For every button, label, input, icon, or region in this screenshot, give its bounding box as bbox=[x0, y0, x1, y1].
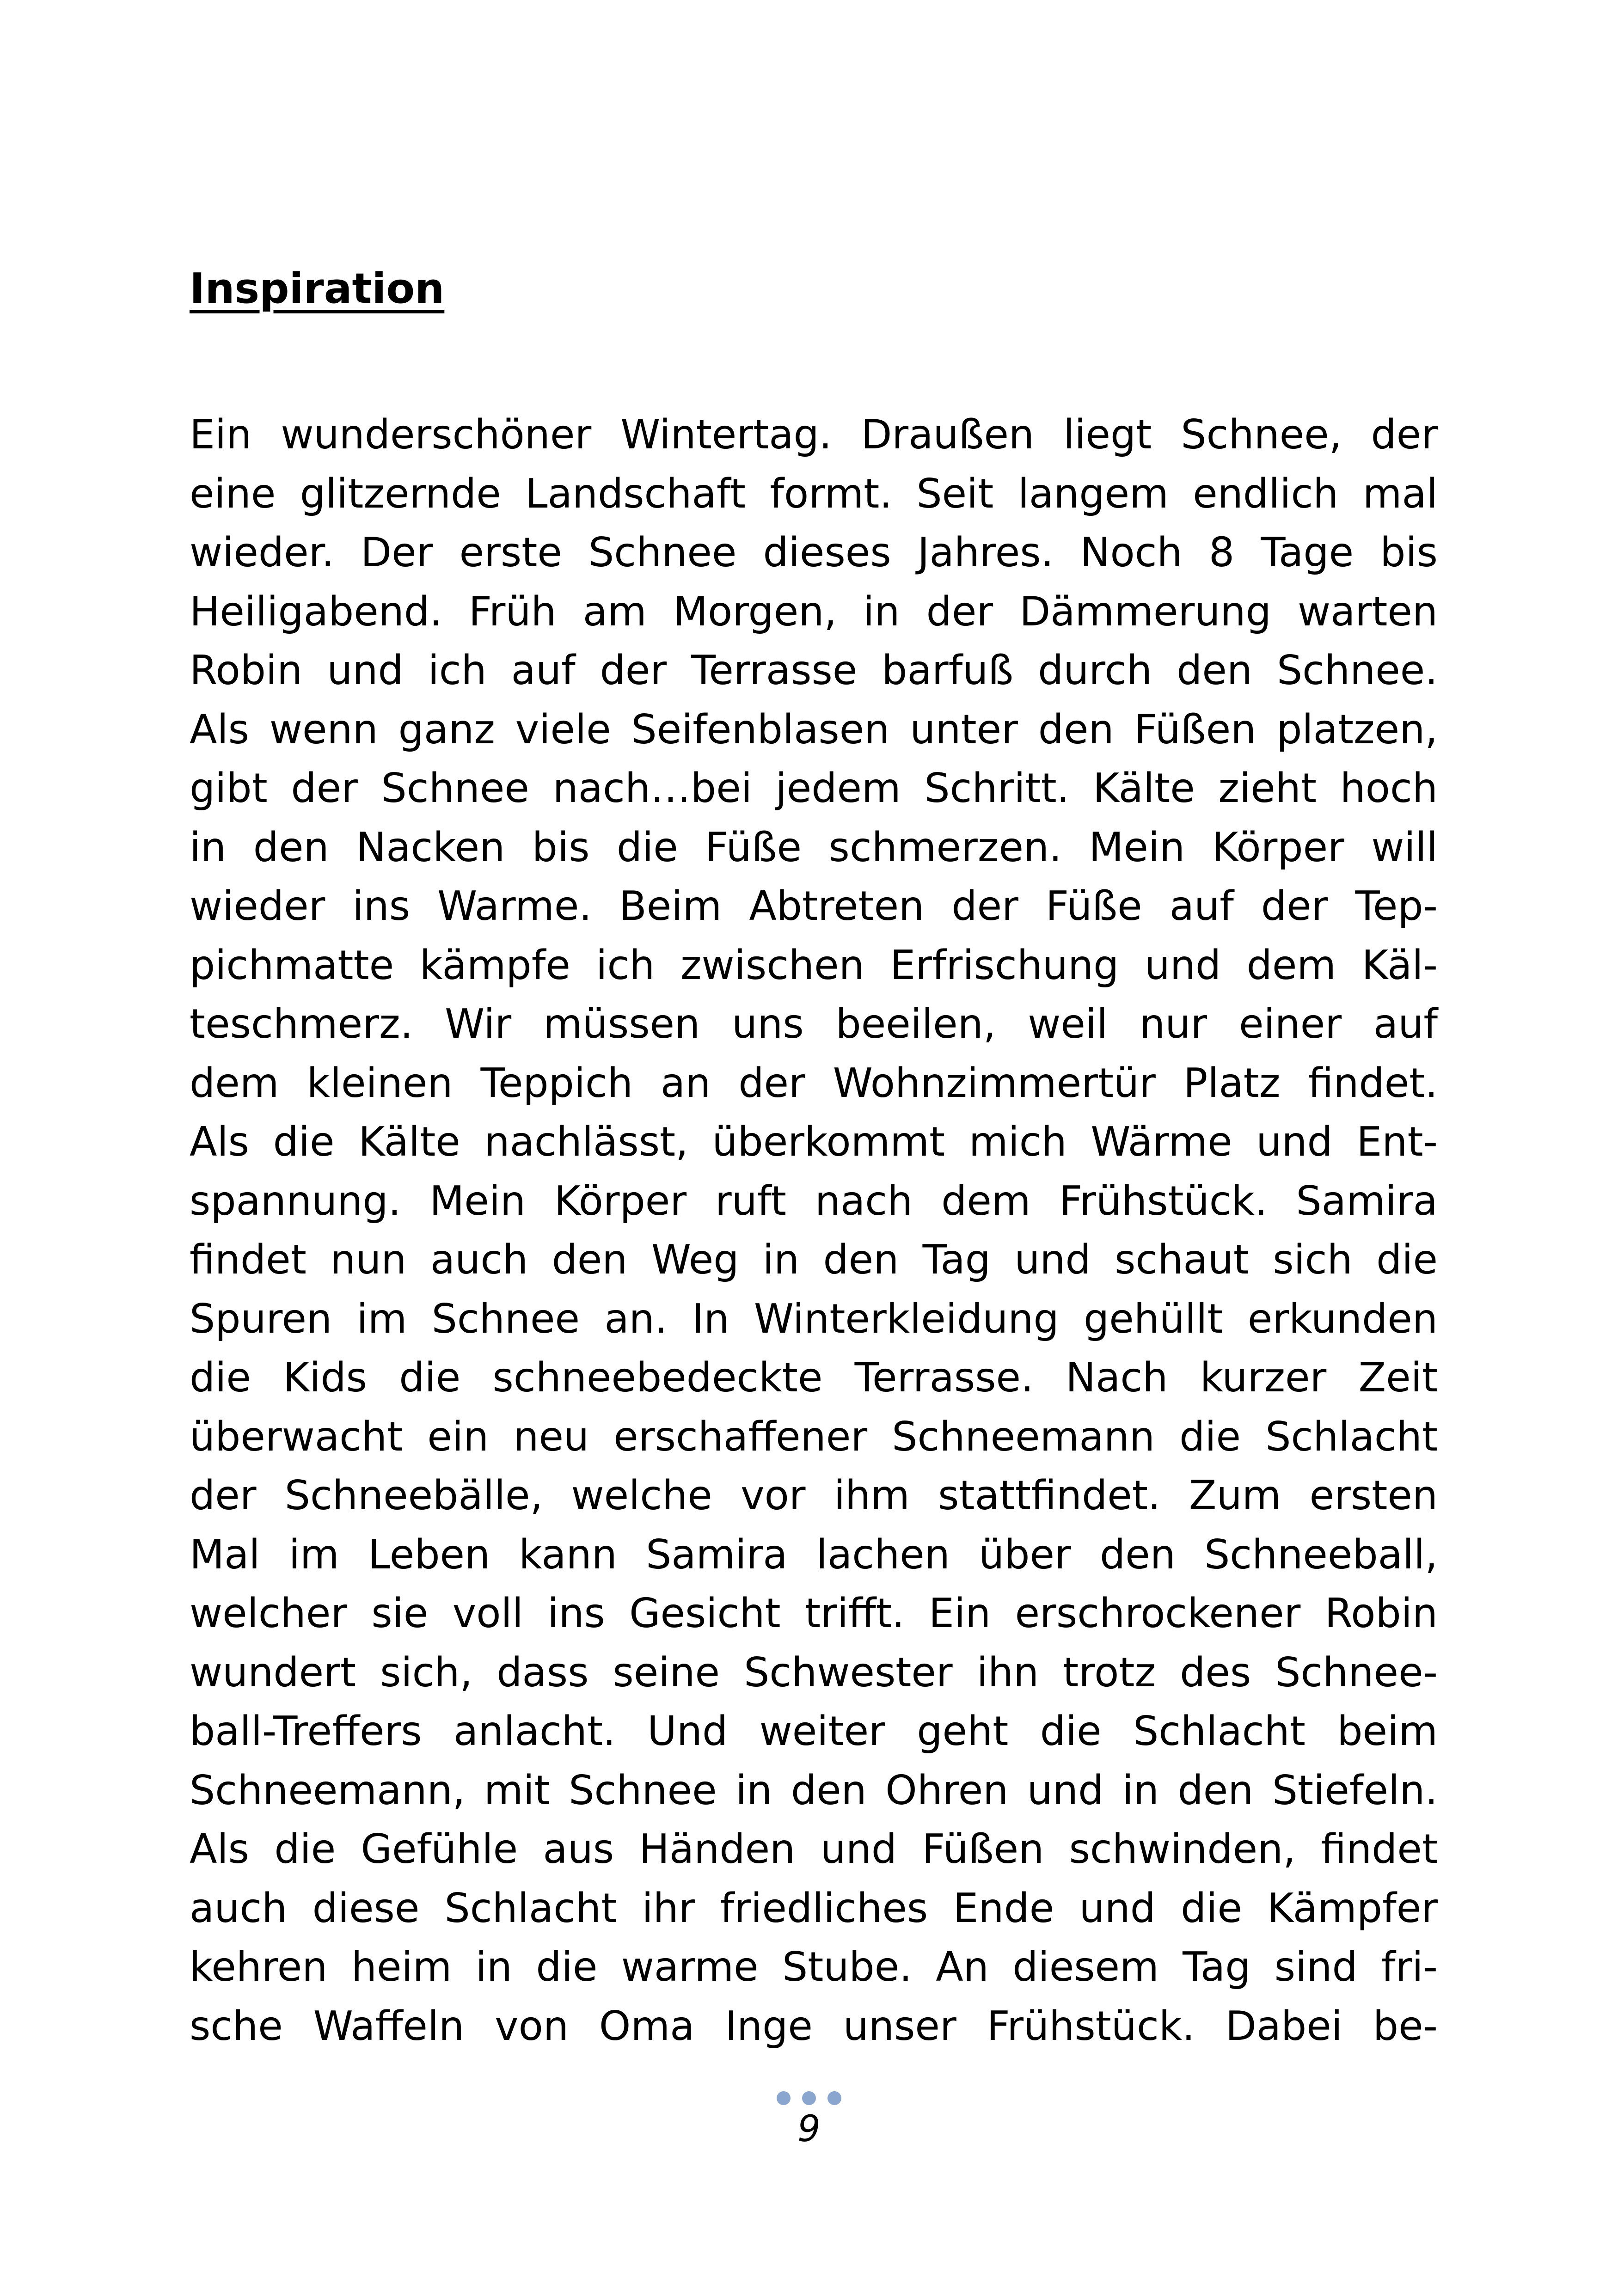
text-line: in den Nacken bis die Füße schmerzen. Mein Körper will bbox=[190, 823, 1438, 871]
ornament-dot-icon bbox=[802, 2091, 816, 2105]
text-line: Schneemann, mit Schnee in den Ohren und in den Stiefeln. bbox=[190, 1766, 1438, 1814]
text-line: Ein wunderschöner Wintertag. Draußen liegt Schnee, der bbox=[190, 411, 1438, 458]
text-line: Spuren im Schnee an. In Winterkleidung gehüllt erkunden bbox=[190, 1295, 1438, 1342]
body-text bbox=[190, 405, 1438, 2056]
text-line: wieder. Der erste Schnee dieses Jahres. Noch 8 Tage bis bbox=[190, 529, 1438, 576]
text-line: auch diese Schlacht ihr friedliches Ende und die Kämpfer bbox=[190, 1884, 1438, 1932]
text-line: dem kleinen Teppich an der Wohnzimmertür Platz findet. bbox=[190, 1059, 1438, 1107]
text-line: spannung. Mein Körper ruft nach dem Frühstück. Samira bbox=[190, 1177, 1438, 1225]
text-line: teschmerz. Wir müssen uns beeilen, weil nur einer auf bbox=[190, 1000, 1438, 1047]
text-line: Als wenn ganz viele Seifenblasen unter den Füßen platzen, bbox=[190, 705, 1438, 753]
text-line: welcher sie voll ins Gesicht trifft. Ein erschrockener Robin bbox=[190, 1590, 1438, 1637]
page-ornament bbox=[777, 2090, 841, 2106]
text-line: wieder ins Warme. Beim Abtreten der Füße auf der Tep- bbox=[190, 882, 1438, 930]
text-line: gibt der Schnee nach…bei jedem Schritt. Kälte zieht hoch bbox=[190, 765, 1438, 812]
text-line: Robin und ich auf der Terrasse barfuß durch den Schnee. bbox=[190, 647, 1438, 694]
text-line: pichmatte kämpfe ich zwischen Erfrischung und dem Käl- bbox=[190, 941, 1438, 989]
text-line: Mal im Leben kann Samira lachen über den Schneeball, bbox=[190, 1531, 1438, 1578]
ornament-dot-icon bbox=[827, 2091, 841, 2105]
text-line: ball-Treffers anlacht. Und weiter geht die Schlacht beim bbox=[190, 1708, 1438, 1755]
text-line: Heiligabend. Früh am Morgen, in der Dämmerung warten bbox=[190, 588, 1438, 635]
text-line: kehren heim in die warme Stube. An diesem Tag sind fri- bbox=[190, 1943, 1438, 1990]
text-line: überwacht ein neu erschaffener Schneemann die Schlacht bbox=[190, 1413, 1438, 1460]
text-line: sche Waffeln von Oma Inge unser Frühstück. Dabei be- bbox=[190, 2002, 1438, 2050]
text-line: Als die Gefühle aus Händen und Füßen schwinden, findet bbox=[190, 1825, 1438, 1873]
text-line: Als die Kälte nachlässt, überkommt mich Wärme und Ent- bbox=[190, 1118, 1438, 1165]
ornament-dot-icon bbox=[777, 2091, 791, 2105]
text-line: eine glitzernde Landschaft formt. Seit langem endlich mal bbox=[190, 470, 1438, 517]
text-line: der Schneebälle, welche vor ihm stattfindet. Zum ersten bbox=[190, 1472, 1438, 1519]
section-heading: Inspiration bbox=[190, 264, 445, 313]
page-number: 9 bbox=[797, 2108, 821, 2150]
text-line: die Kids die schneebedeckte Terrasse. Nach kurzer Zeit bbox=[190, 1354, 1438, 1401]
text-line: wundert sich, dass seine Schwester ihn trotz des Schnee- bbox=[190, 1648, 1438, 1696]
text-line: findet nun auch den Weg in den Tag und schaut sich die bbox=[190, 1236, 1438, 1283]
